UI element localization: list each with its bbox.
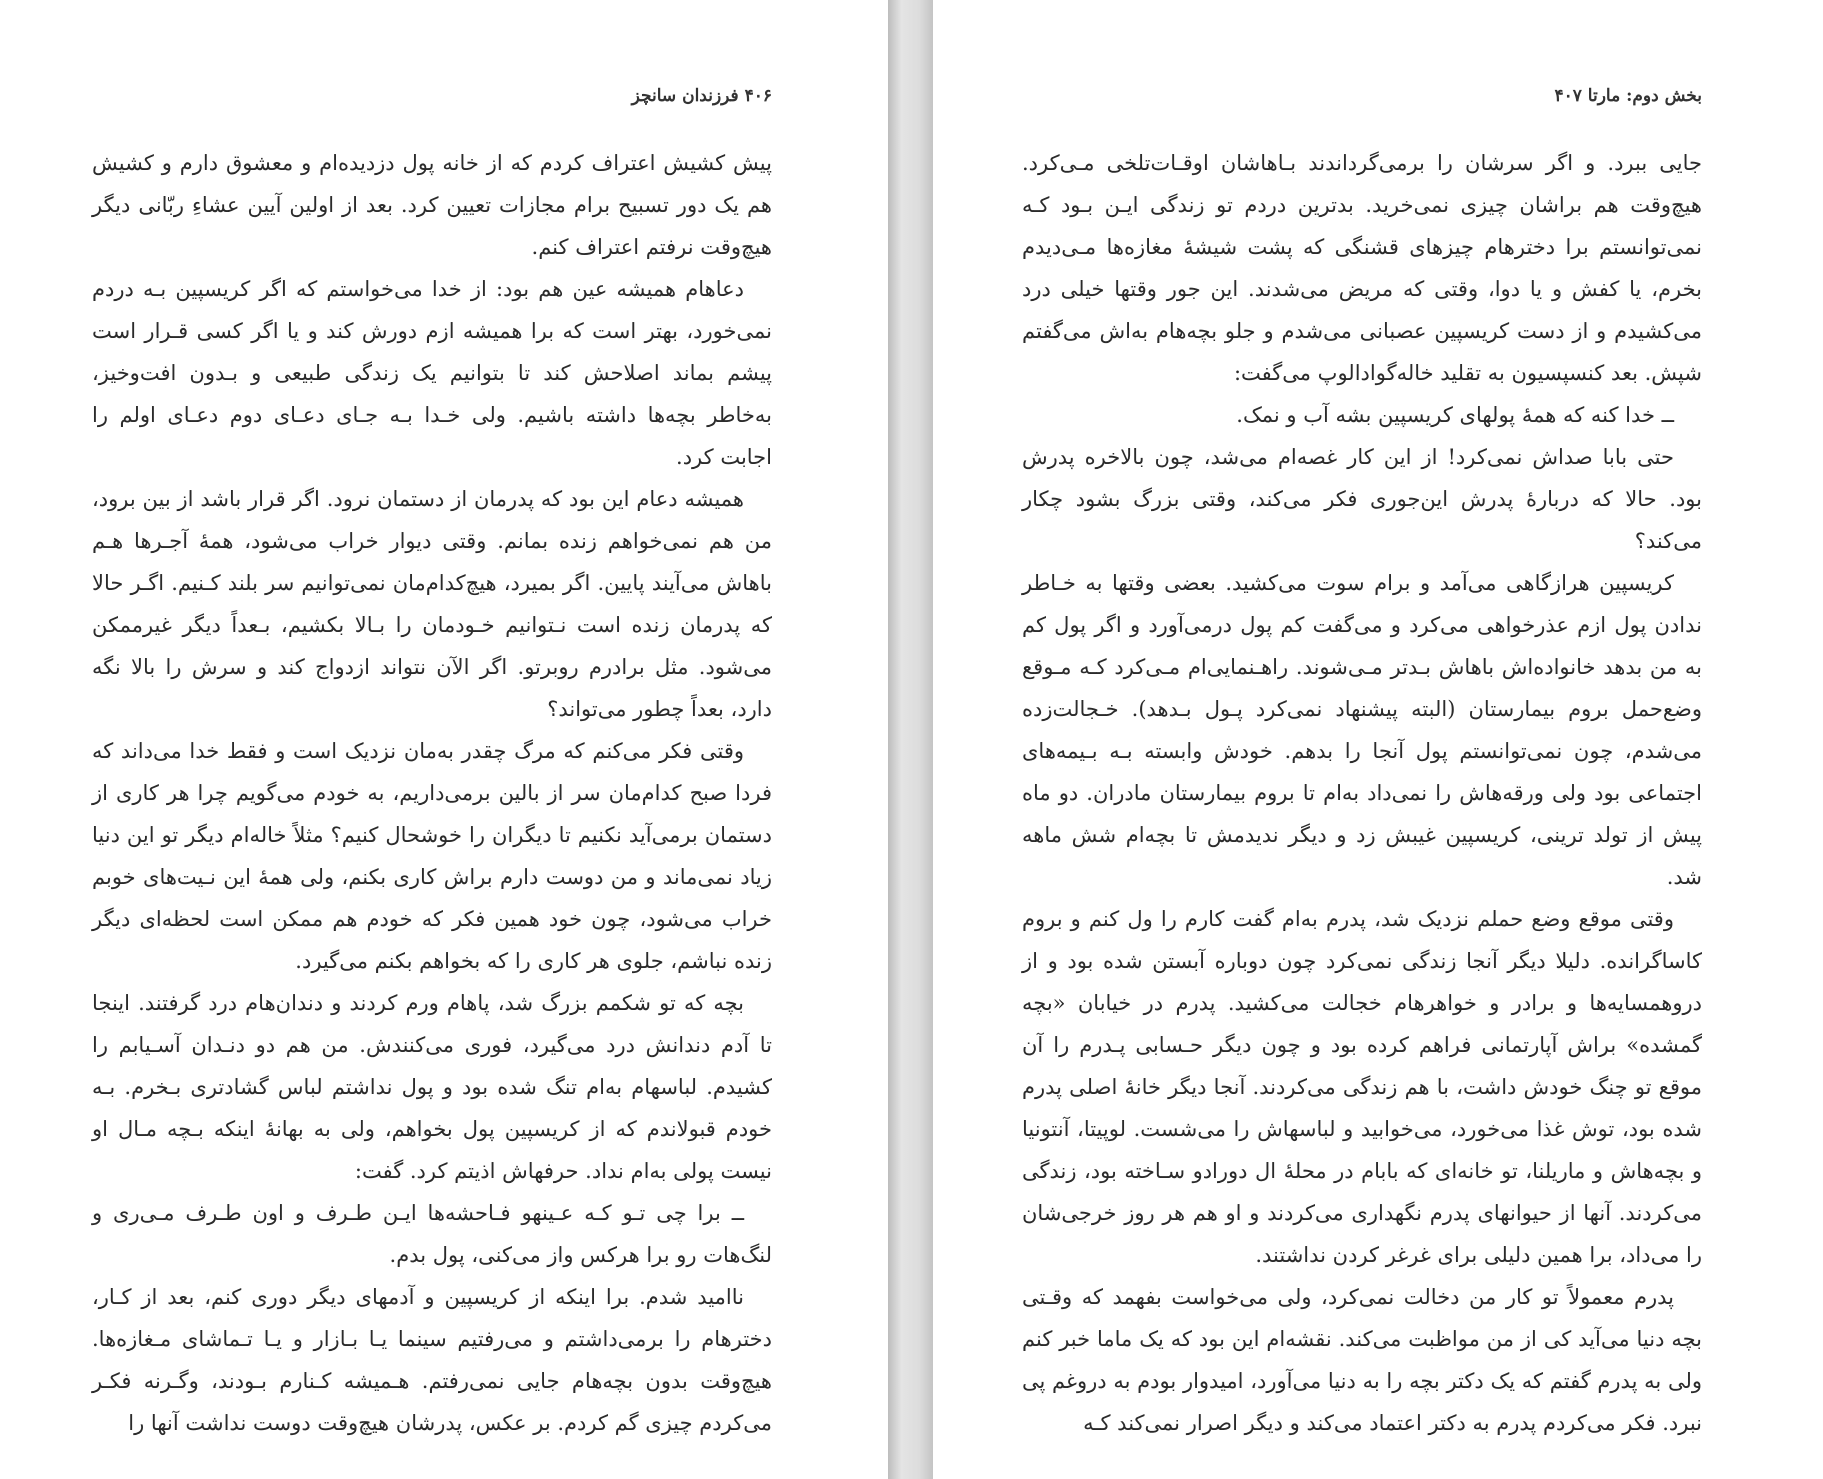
left-page-text (92, 74, 772, 1444)
paragraph: کریسپین هرازگاهی می‌آمد و برام سوت می‌کشید. بعضی وقتها به خـاطر ندادن پول ازم عذرخواهی می‌کرد و می‌گفت کم پول درمی‌آورد و اگر پول کم به من بدهد خانواده‌اش باهاش بـدتر مـی‌شوند. راهـنمایی‌ام مـی‌کرد کـه مـوقع وضع‌حمل بروم بیمارستان (البته پیشنهاد نمی‌کرد پـول بـدهد). خـجالت‌زده می‌شدم، چون نمی‌توانستم پول آنجا را بدهم. خودش وابسته بـه بـیمه‌های اجتماعی بود ولی ورقه‌هاش را نمی‌داد به‌ام تا بروم بیمارستان مادران. دو ماه پیش از تولد ترینی، کریسپین غیبش زد و دیگر ندیدمش تا بچه‌ام شش ماهه شد. (1022, 571, 1702, 889)
dialogue-line: ــ خدا کنه که همهٔ پولهای کریسپین بشه آب و نمک. (1236, 403, 1674, 427)
paragraph: جایی ببرد. و اگر سرشان را برمی‌گرداندند بـاهاشان اوقـات‌تلخی مـی‌کرد. هیچ‌وقت هم براشان چیزی نمی‌خرید. بدترین دردم تو زندگی ایـن بـود کـه نمی‌توانستم برا دخترهام چیزهای قشنگی که پشت شیشهٔ مغازه‌ها مـی‌دیدم بخرم، یا کفش و یا دوا، وقتی که مریض می‌شدند. این جور وقتها خیلی درد می‌کشیدم و از دست کریسپین عصبانی می‌شدم و جلو بچه‌هام به‌اش می‌گفتم شپش. بعد کنسپسیون به تقلید خاله‌گوادالوپ می‌گفت: (1022, 151, 1702, 385)
paragraph: پدرم معمولاً تو کار من دخالت نمی‌کرد، ولی می‌خواست بفهمد که وقـتی بچه دنیا می‌آید کی از من مواظبت می‌کند. نقشه‌ام این بود که یک ماما خبر کنم ولی به پدرم گفتم که یک دکتر بچه را به دنیا می‌آورد، امیدوار بودم به دروغم پی نبرد. فکر می‌کردم پدرم به دکتر اعتماد می‌کند و دیگر اصرار نمی‌کند کـه (1022, 1285, 1702, 1435)
dialogue-line: ــ برا چی تـو کـه عـینهو فـاحشه‌ها ایـن طـرف و اون طـرف مـی‌ری و لنگ‌هات رو برا هرکس واز می‌کنی، پول بدم. (92, 1201, 772, 1267)
paragraph: وقتی موقع وضع حملم نزدیک شد، پدرم به‌ام گفت کارم را ول کنم و بروم کاساگرانده. دلیلا دیگر آنجا زندگی نمی‌کرد چون دوباره آبستن شده بود و از درو‌همسایه‌ها و برادر و خواهرهام خجالت می‌کشید. پدرم در خیابان «بچه گمشده» براش آپارتمانی فراهم کرده بود و چون دیگر حـسابی پـدرم را آن موقع تو چنگ خودش داشت، با هم زندگی می‌کردند. آنجا دیگر خانهٔ اصلی پدرم شده بود، توش غذا می‌خورد، می‌خوابید و لباسهاش را می‌شست. لوپیتا، آنتونیا و بچه‌هاش و ماریلنا، تو خانه‌ای که بابام در محلهٔ ال دورادو سـاخته بود، زندگی می‌کردند. آنها از حیوانهای پدرم نگهداری می‌کردند و او هم هر روز خرجی‌شان را می‌داد، برا همین دلیلی برای غرغر کردن نداشتند. (1022, 907, 1702, 1267)
left-running-head: ۴۰۶ فرزندان سانچز (631, 86, 772, 106)
right-page-text (1022, 74, 1702, 1444)
paragraph: همیشه دعام این بود که پدرمان از دستمان نرود. اگر قرار باشد از بین برود، من هم نمی‌خواهم زنده بمانم. وقتی دیوار خراب می‌شود، همهٔ آجـرها هـم باهاش می‌آیند پایین. اگر بمیرد، هیچ‌کدام‌مان نمی‌توانیم سر بلند کـنیم. اگـر حالا که پدرمان زنده است نـتوانیم خـودمان را بـالا بکشیم، بـعداً دیگر غیرممکن می‌شود. مثل برادرم روبرتو. اگر الآن نتواند ازدواج کند و سرش را بالا نگه دارد، بعداً چطور می‌تواند؟ (92, 487, 772, 721)
paragraph: وقتی فکر می‌کنم که مرگ چقدر به‌مان نزدیک است و فقط خدا می‌داند که فردا صبح کدام‌مان سر از بالین برمی‌داریم، به خودم می‌گویم چرا هر کاری از دستمان برمی‌آید نکنیم تا دیگران را خوشحال کنیم؟ مثلاً خاله‌ام دیگر تو این دنیا زیاد نمی‌ماند و من دوست دارم براش کاری بکنم، ولی همهٔ این نـیت‌های خوبم خراب می‌شود، چون خود همین فکر که خودم هم ممکن است لحظه‌ای دیگر زنده نباشم، جلوی هر کاری را که بخواهم بکنم می‌گیرد. (92, 739, 772, 973)
paragraph: پیش کشیش اعتراف کردم که از خانه پول دزدیده‌ام و معشوق دارم و کشیش هم یک دور تسبیح برام مجازات تعیین کرد. بعد از اولین آیین عشاءِ ربّانی دیگر هیچ‌وقت نرفتم اعتراف کنم. (92, 151, 772, 259)
paragraph: ناامید شدم. برا اینکه از کریسپین و آدمهای دیگر دوری کنم، بعد از کـار، دخترهام را برمی‌داشتم و می‌رفتیم سینما یـا بـازار و یـا تـماشای مـغازه‌ها. هیچ‌وقت بدون بچه‌هام جایی نمی‌رفتم. هـمیشه کـنارم بـودند، وگـرنه فکـر می‌کردم چیزی گم کردم. بر عکس، پدرشان هیچ‌وقت دوست نداشت آنها را (92, 1285, 772, 1435)
book-gutter (888, 0, 933, 1479)
paragraph: دعاهام همیشه عین هم بود: از خدا می‌خواستم که اگر کریسپین بـه دردم نمی‌خورد، بهتر است که برا همیشه ازم دورش کند و یا اگر کسی قـرار است پیشم بماند اصلاحش کند تا بتوانیم یک زندگی طبیعی و بـدون افت‌وخیز، به‌خاطر بچه‌ها داشته باشیم. ولی خـدا بـه جـای دعـای دوم دعـای اولم را اجابت کرد. (92, 277, 772, 469)
right-running-head: بخش دوم: مارتا ۴۰۷ (1554, 86, 1702, 106)
paragraph: حتی بابا صداش نمی‌کرد! از این کار غصه‌ام می‌شد، چون بالاخره پدرش بود. حالا که دربارهٔ پدرش این‌جوری فکر می‌کند، وقتی بزرگ بشود چکار می‌کند؟ (1022, 445, 1702, 553)
paragraph: بچه که تو شکمم بزرگ شد، پاهام ورم کردند و دندان‌هام درد گرفتند. اینجا تا آدم دندانش درد می‌گیرد، فوری می‌کنندش. من هم دو دنـدان آسـیابم را کشیدم. لباسهام به‌ام تنگ شده بود و پول نداشتم لباس گشادتری بـخرم. بـه خودم قبولاندم که از کریسپین پول بخواهم، ولی به بهانهٔ اینکه بـچه مـال او نیست پولی به‌ام نداد. حرفهاش اذیتم کرد. گفت: (92, 991, 772, 1183)
